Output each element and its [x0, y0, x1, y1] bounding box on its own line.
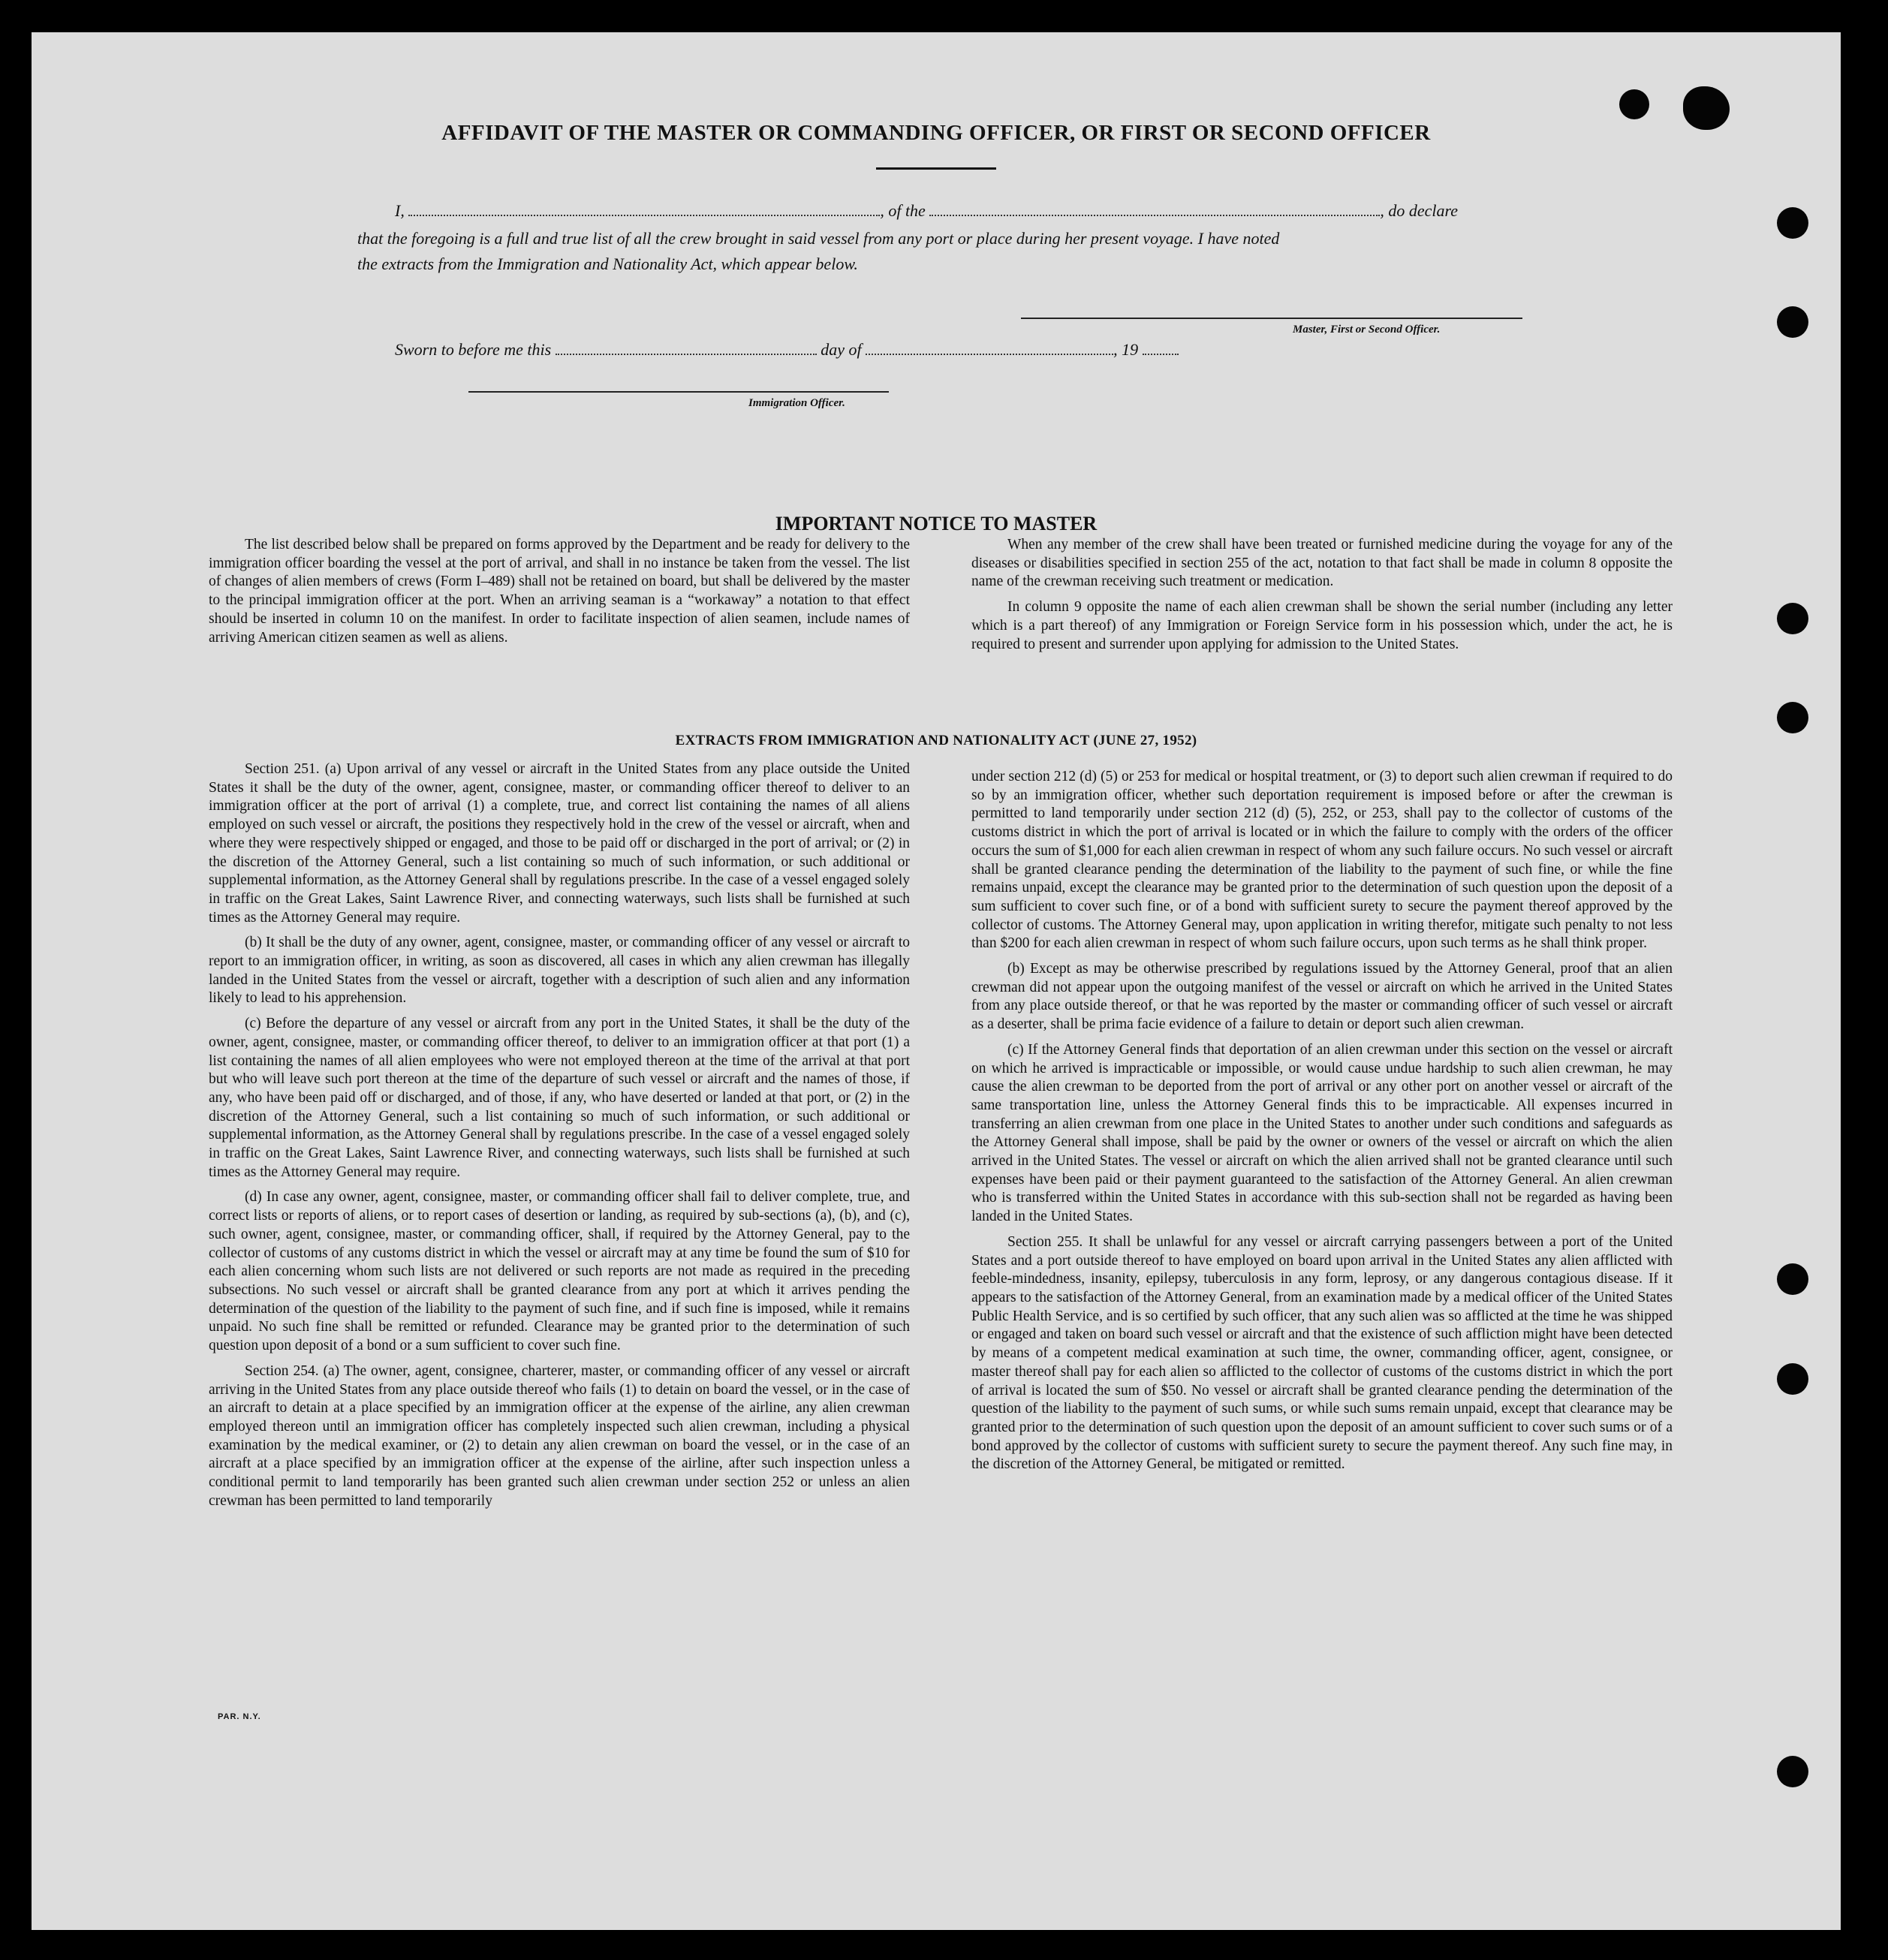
immigration-officer-label: Immigration Officer.	[748, 397, 845, 409]
decl-i: I,	[395, 201, 405, 220]
sworn-prefix: Sworn to before me this	[395, 340, 552, 359]
notice-paragraph: The list described below shall be prepared on forms approved by the Department and be ready for delivery to the immigration officer boarding the vessel at the port of arrival, and shall in no instance be taken from the vessel. The list of changes of alien members of crews (Form I–489) shall not be retained on board, but shall be delivered by the master to the principal immigration officer at the port. When an arriving seaman is a “workaway” a notation to that effect should be inserted in column 10 on the manifest. In order to facilitate inspection of alien seamen, include names of arriving American citizen seamen as well as aliens.	[209, 537, 910, 646]
vessel-name-field[interactable]	[929, 201, 1380, 216]
extracts-left-column	[209, 760, 910, 1517]
punch-hole	[1777, 702, 1808, 733]
section-255: Section 255. It shall be unlawful for any vessel or aircraft carrying passengers between a port of the United States and a port outside thereof to have employed on board upon arrival in the United States any alien afflicted with feeble-mindedness, insanity, epilepsy, tuberculosis in any form, leprosy, or any dangerous contagious disease. If it appears to the satisfaction of the Attorney General, from an examination made by a medical officer of the United States Public Health Service, and is so certified by such officer, that any such alien was so afflicted at the time he was shipped or engaged and taken on board such vessel or aircraft and that the existence of such affliction might have been detected by means of a competent medical examination at such time, the owner, commanding officer, agent, consignee, or master thereof shall pay for each alien so afflicted to the collector of customs of the customs district in which the port of arrival is located the sum of $50. No vessel or aircraft shall be granted clearance pending the determination of the question of the liability to the payment of such sums, or while such sums remain unpaid, except that clearance may be granted prior to the determination of such question upon the deposit of an amount sufficient to cover such sums or of a bond approved by the collector of customs with sufficient surety to secure the payment thereof. Any such fine may, in the discretion of the Attorney General, be mitigated or remitted.	[971, 1233, 1673, 1473]
punch-hole	[1777, 207, 1808, 239]
section-254-c: (c) If the Attorney General finds that deportation of an alien crewman under this section on the vessel or aircraft on which he arrived is impracticable or impossible, or would cause undue hardship to such alien crewman, he may cause the alien crewman to be deported from the port of arrival or any other port on another vessel or aircraft of the same transportation line, unless the Attorney General finds this to be impracticable. All expenses incurred in transferring an alien crewman from one place in the United States to another under such conditions and safeguards as the Attorney General shall impose, shall be paid by the owner or owners of the vessel or aircraft on which the alien arrived in the United States. The vessel or aircraft on which the alien arrived shall not be granted clearance until such expenses have been paid or their payment guaranteed to the satisfaction of the Attorney General. An alien crewman who is transferred within the United States in accordance with this sub-section shall not be regarded as having been landed in the United States.	[971, 1041, 1673, 1225]
sworn-month-field[interactable]	[866, 340, 1113, 355]
sworn-year-prefix: , 19	[1113, 340, 1139, 359]
punch-hole	[1777, 603, 1808, 634]
decl-do-declare: , do declare	[1380, 201, 1458, 220]
notice-paragraph: When any member of the crew shall have been treated or furnished medicine during the voyage for any of the diseases or disabilities specified in section 255 of the act, notation to that fact shall be made in column 8 opposite the name of the crewman receiving such treatment or medication.	[971, 537, 1673, 590]
declaration-line-3: the extracts from the Immigration and Nationality Act, which appear below.	[357, 254, 858, 273]
notice-left-column	[209, 536, 910, 654]
notice-paragraph: In column 9 opposite the name of each alien crewman shall be shown the serial number (including any letter which is a part thereof) of any Immigration or Foreign Service form in his possession which, under the act, he is required to present and surrender upon applying for admission to the United States.	[971, 599, 1673, 652]
immigration-officer-signature-line[interactable]	[468, 391, 889, 393]
sworn-day-of: day of	[821, 340, 862, 359]
punch-hole	[1777, 1756, 1808, 1787]
printer-imprint: PAR. N.Y.	[218, 1712, 261, 1721]
punch-hole	[1777, 1263, 1808, 1295]
section-254-b: (b) Except as may be otherwise prescribed by regulations issued by the Attorney General, proof that an alien crewman did not appear upon the outgoing manifest of the vessel or aircraft on which he arrived in the United States from any place outside thereof, or that he was reported by the master or commanding officer of such vessel or aircraft as a deserter, shall be prima facie evidence of a failure to detain or deport such alien crewman.	[971, 961, 1673, 1033]
affidavit-title: AFFIDAVIT OF THE MASTER OR COMMANDING OFFICER, OR FIRST OR SECOND OFFICER	[441, 121, 1431, 145]
extracts-right-column	[971, 768, 1673, 1481]
extracts-title: EXTRACTS FROM IMMIGRATION AND NATIONALITY ACT (JUNE 27, 1952)	[675, 733, 1197, 748]
section-251-d: (d) In case any owner, agent, consignee, master, or commanding officer shall fail to deliver complete, true, and correct lists or reports of aliens, or to report cases of desertion or landing, as required by sub-sections (a), (b), and (c), such owner, agent, consignee, master, or commanding officer, shall, if required by the Attorney General, pay to the collector of customs of any customs district in which the vessel or aircraft may at any time be found the sum of $10 for each alien concerning whom such lists are not delivered or such reports are not made as required in the preceding subsections. No such vessel or aircraft shall be granted clearance from any port at which it arrives pending the determination of the question of the liability to the payment of such fine, and if such fine is imposed, while it remains unpaid. No such fine shall be remitted or refunded. Clearance may be granted prior to the determination of such question upon deposit of a bond or a sum sufficient to cover such fine.	[209, 1189, 910, 1354]
punch-hole	[1619, 89, 1649, 119]
notice-title: IMPORTANT NOTICE TO MASTER	[775, 513, 1098, 534]
declaration-line-2: that the foregoing is a full and true list of all the crew brought in said vessel from any port or place during her present voyage. I have noted	[357, 229, 1280, 248]
section-251-c: (c) Before the departure of any vessel or aircraft from any port in the United States, it shall be the duty of the owner, agent, consignee, master, or commanding officer thereof, to deliver to an immigration officer at that port (1) a list containing the names of all alien employees who were not employed thereon at the time of the arrival at that port but who will leave such port thereon at the time of the departure of such vessel or aircraft and the names of those, if any, who have been paid off or discharged, and of those, if any, who have deserted or landed at that port, or (2) in the discretion of the Attorney General, such a list containing so much of such information, or such additional or supplemental information, as the Attorney General shall by regulations prescribe. In the case of a vessel engaged solely in traffic on the Great Lakes, Saint Lawrence River, and connecting waterways, such lists shall be furnished at such times as the Attorney General may require.	[209, 1016, 910, 1180]
punch-hole	[1777, 1363, 1808, 1395]
section-251-a: Section 251. (a) Upon arrival of any vessel or aircraft in the United States from any place outside the United States it shall be the duty of the owner, agent, consignee, master, or commanding officer thereof to deliver to an immigration officer at the port of arrival (1) a complete, true, and correct list containing the names of all aliens employed on such vessel or aircraft, the positions they respectively hold in the crew of the vessel or aircraft, when and where they were respectively shipped or engaged, and those to be paid off or discharged in the port of arrival; or (2) in the discretion of the Attorney General, such a list containing so much of such information, or such additional or supplemental information, as the Attorney General shall by regulations prescribe. In the case of a vessel engaged solely in traffic on the Great Lakes, Saint Lawrence River, and connecting waterways, such lists shall be furnished at such times as the Attorney General may require.	[209, 761, 910, 926]
form-page	[32, 32, 1841, 1930]
sworn-year-field[interactable]	[1143, 340, 1179, 355]
sworn-day-field[interactable]	[556, 340, 817, 355]
decl-of-the: , of the	[880, 201, 926, 220]
section-254-a: Section 254. (a) The owner, agent, consignee, charterer, master, or commanding officer of any vessel or aircraft arriving in the United States from any place outside thereof who fails (1) to detain on board the vessel, or in the case of an aircraft to detain at a place specified by an immigration officer at the expense of the airline, any alien crewman employed thereon until an immigration officer has completely inspected such alien crewman, including a physical examination by the medical examiner, or (2) to detain any alien crewman on board the vessel, or in the case of an aircraft at a place specified by an immigration officer at the expense of the airline, after such inspection unless a conditional permit to land temporarily has been granted such alien crewman under section 252 or unless an alien crewman has been permitted to land temporarily	[209, 1362, 910, 1509]
section-251-b: (b) It shall be the duty of any owner, agent, consignee, master, or commanding officer of any vessel or aircraft to report to an immigration officer, in writing, as soon as discovered, all cases in which any alien crewman has illegally landed in the United States from the vessel or aircraft, together with a description of such alien and any information likely to lead to his apprehension.	[209, 935, 910, 1007]
declaration-line-1	[395, 201, 1458, 221]
section-254-a-continued: under section 212 (d) (5) or 253 for medical or hospital treatment, or (3) to deport such alien crewman if required to do so by an immigration officer, whether such deportation requirement is imposed before or after the crewman is permitted to land temporarily under section 212 (d) (5), 252, or 253, shall pay to the collector of customs of the customs district in which the port of arrival is located or in which the failure to comply with the orders of the officer occurs the sum of $1,000 for each alien crewman in respect of whom any such failure occurs. No such vessel or aircraft shall be granted clearance pending the determination of the liability to the payment of such fine, or while the fine remains unpaid, except the clearance may be granted prior to the determination of such question upon the deposit of a sum sufficient to cover such fine, or of a bond with sufficient surety to secure the payment thereof approved by the collector of customs. The Attorney General may, upon application in writing therefor, mitigate such penalty to not less than $200 for each alien crewman in respect of whom such failure occurs, upon such terms as he shall think proper.	[971, 769, 1673, 952]
title-underline	[876, 167, 996, 170]
master-signature-line[interactable]	[1021, 318, 1522, 319]
sworn-line	[395, 340, 1179, 360]
punch-hole	[1777, 306, 1808, 338]
notice-right-column	[971, 536, 1673, 661]
master-signature-label: Master, First or Second Officer.	[1293, 324, 1441, 336]
declarant-name-field[interactable]	[408, 201, 880, 216]
